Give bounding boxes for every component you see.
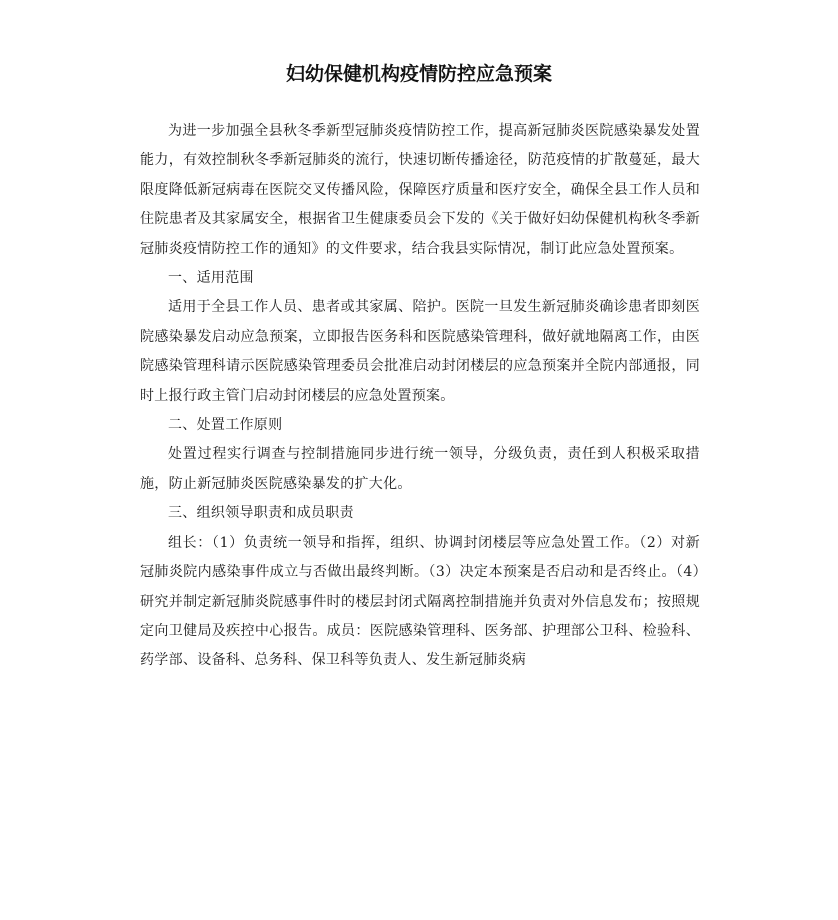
intro-paragraph: 为进一步加强全县秋冬季新型冠肺炎疫情防控工作，提高新冠肺炎医院感染暴发处置能力，有效控制秋冬季新冠肺炎的流行，快速切断传播途径，防范疫情的扩散蔓延，最大限度降低新冠病毒在医院交叉传播风险，保障医疗质量和医疗安全，确保全县工作人员和住院患者及其家属安全，根据省卫生健康委员会下发的《关于做好妇幼保健机构秋冬季新冠肺炎疫情防控工作的通知》的文件要求，结合我县实际情况，制订此应急处置预案。 (140, 123, 700, 257)
section-body-scope: 适用于全县工作人员、患者或其家属、陪护。医院一旦发生新冠肺炎确诊患者即刻医院感染暴发启动应急预案，立即报告医务科和医院感染管理科，做好就地隔离工作，由医院感染管理科请示医院感染管理委员会批准启动封闭楼层的应急预案并全院内部通报，同时上报行政主管门启动封闭楼层的应急处置预案。 (140, 299, 700, 404)
section-heading-principles: 二、处置工作原则 (168, 417, 283, 434)
section-body-principles: 处置过程实行调查与控制措施同步进行统一领导，分级负责，责任到人积极采取措施，防止新冠肺炎医院感染暴发的扩大化。 (140, 446, 700, 492)
document-body (140, 117, 700, 676)
section-body-organization: 组长：（1）负责统一领导和指挥，组织、协调封闭楼层等应急处置工作。（2）对新冠肺炎院内感染事件成立与否做出最终判断。（3）决定本预案是否启动和是否终止。（4）研究并制定新冠肺炎院感事件时的楼层封闭式隔离控制措施并负责对外信息发布；按照规定向卫健局及疾控中心报告。成员：医院感染管理科、医务部、护理部公卫科、检验科、药学部、设备科、总务科、保卫科等负责人、发生新冠肺炎病 (140, 534, 700, 669)
section-heading-scope: 一、适用范围 (168, 270, 254, 287)
section-heading-organization: 三、组织领导职责和成员职责 (168, 505, 354, 522)
document-title: 妇幼保健机构疫情防控应急预案 (285, 63, 552, 85)
